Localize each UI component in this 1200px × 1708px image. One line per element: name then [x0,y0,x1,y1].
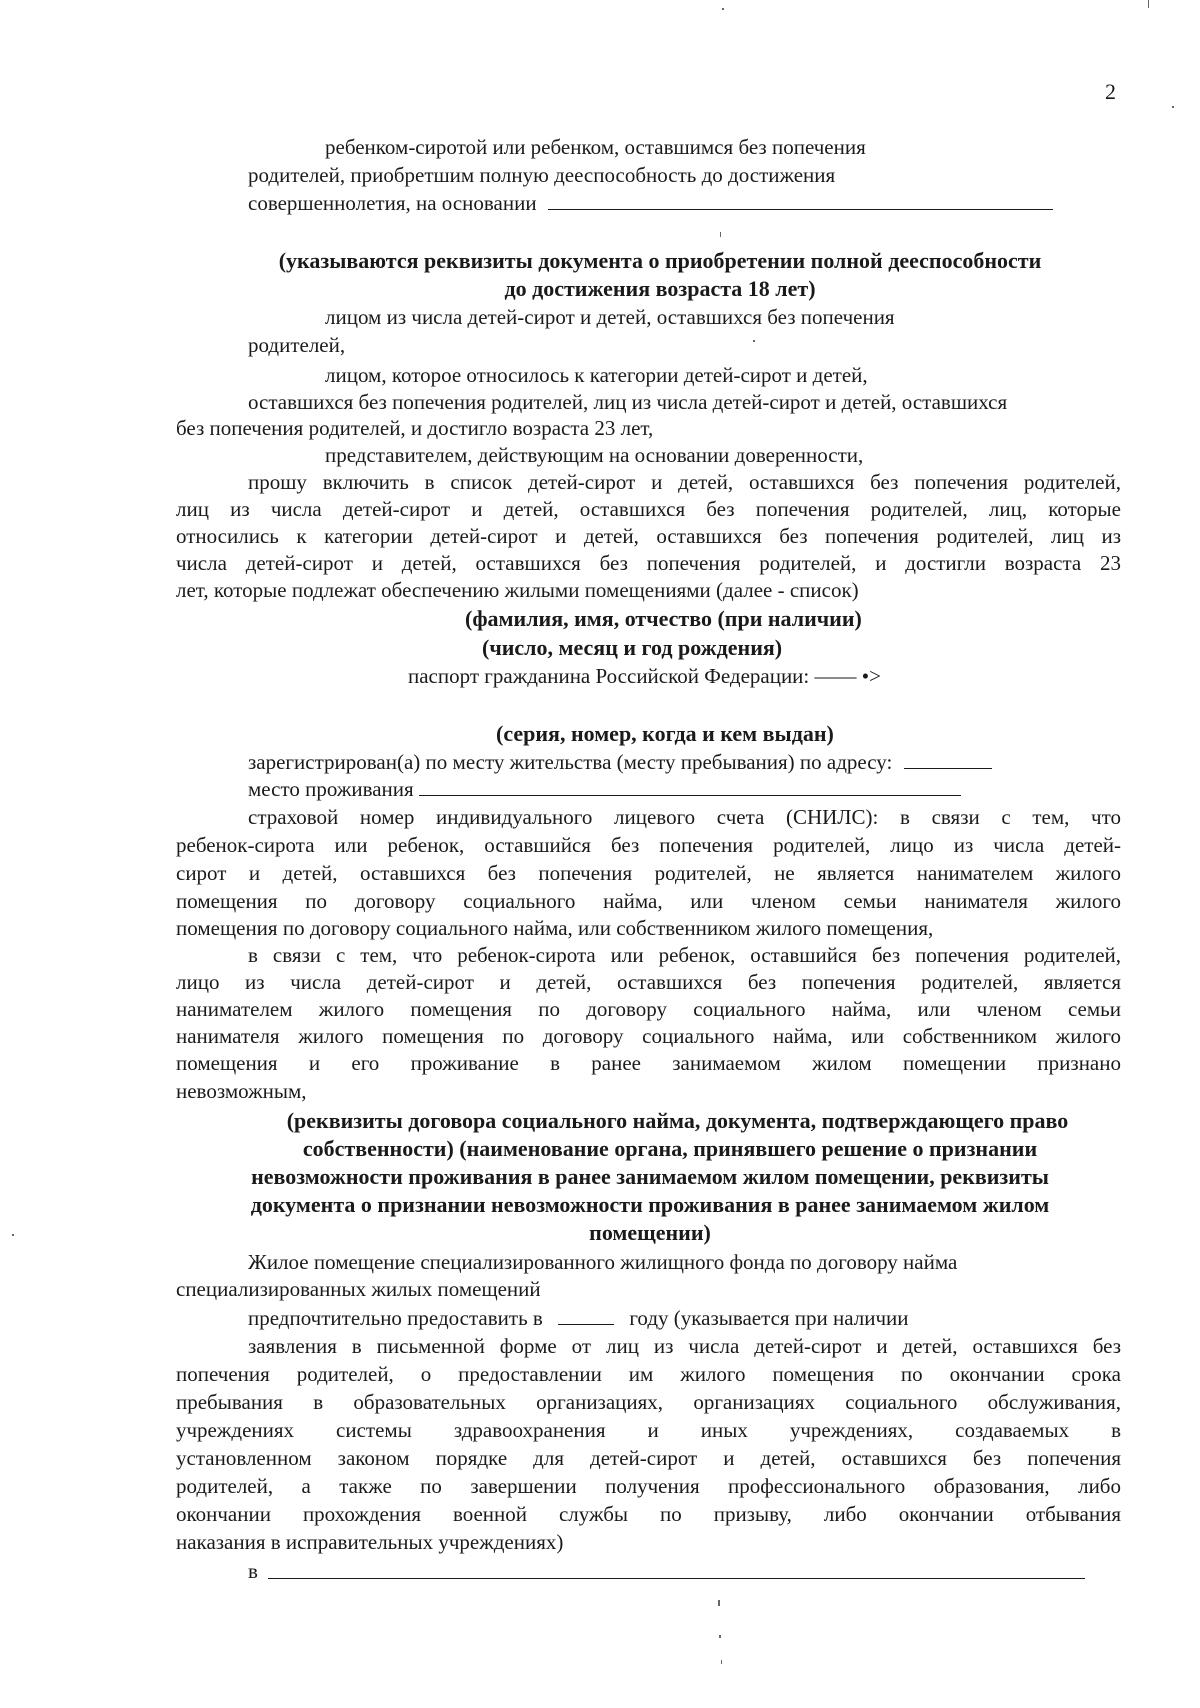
text-line: страховой номер индивидуального лицевого счета (СНИЛС): в связи с тем, что [248,805,1121,829]
field-caption: документа о признании невозможности проживания в ранее занимаемом жилом [250,1192,1050,1217]
field-caption: (серия, номер, когда и кем выдан) [496,721,834,746]
text-line: родителей, а также по завершении получения профессионального образования, либо [176,1474,1121,1498]
scan-mark [718,1600,720,1606]
blank-field [419,775,961,796]
text-line: числа детей-сирот и детей, оставшихся без попечения родителей, и достигли возраста 23 [176,551,1121,575]
blank-field [904,748,992,769]
text-line: установленном законом порядке для детей-сирот и детей, оставшихся без попечения [176,1446,1121,1470]
text-line: нанимателем жилого помещения по договору социального найма, или членом семьи [176,997,1121,1021]
section-heading: (указываются реквизиты документа о приобретении полной дееспособности [278,248,1042,273]
text-line [248,189,1053,217]
text-line: помещения по договору социального найма, или членом семьи нанимателя жилого [176,889,1121,913]
scan-mark [1172,106,1174,108]
text-line: лиц из числа детей-сирот и детей, оставшихся без попечения родителей, лиц, которые [176,497,1121,521]
text-line: окончании прохождения военной службы по призыву, либо окончании отбывания [176,1502,1121,1526]
text-line: лицом, которое относилось к категории детей-сирот и детей, [325,363,868,387]
text-line: ребенком-сиротой или ребенком, оставшимся без попечения [325,135,866,159]
text-line: в [248,1559,258,1583]
text-fragment: году (указывается при наличии [629,1306,909,1330]
field-caption: собственности) (наименование органа, принявшего решение о признании [302,1136,1038,1161]
text-line: родителей, приобретшим полную дееспособность до достижения [248,163,836,187]
text-line: пребывания в образовательных организациях, организациях социального обслуживания, [176,1390,1121,1414]
page-number: 2 [1105,79,1116,104]
text-fragment: предпочтительно предоставить в [248,1306,543,1330]
text-line: учреждениях системы здравоохранения и иных учреждениях, создаваемых в [176,1418,1121,1442]
text-line: невозможным, [176,1079,307,1103]
scan-mark [12,1234,14,1236]
text-line: представителем, действующим на основании доверенности, [325,443,864,467]
blank-field [558,1304,614,1325]
section-heading: до достижения возраста 18 лет) [504,276,816,301]
text-line [248,748,992,776]
text-line: заявления в письменной форме от лиц из числа детей-сирот и детей, оставшихся без [248,1334,1121,1358]
text-line: специализированных жилых помещений [176,1277,541,1301]
text-line: помещения по договору социального найма, или собственником жилого помещения, [176,916,934,940]
text-line: наказания в исправительных учреждениях) [176,1530,564,1554]
blank-field [548,189,1053,210]
text-line: в связи с тем, что ребенок-сирота или ребенок, оставшийся без попечения родителей, [248,943,1121,967]
text-line: сирот и детей, оставшихся без попечения родителей, не является нанимателем жилого [176,861,1121,885]
text-line: ребенок-сирота или ребенок, оставшийся без попечения родителей, лицо из числа детей- [176,833,1121,857]
text-line: относились к категории детей-сирот и детей, оставшихся без попечения родителей, лиц из [176,524,1121,548]
text-line: прошу включить в список детей-сирот и детей, оставшихся без попечения родителей, [248,470,1121,494]
field-caption: (число, месяц и год рождения) [482,635,783,660]
text-line: попечения родителей, о предоставлении им жилого помещения по окончании срока [176,1362,1121,1386]
field-caption: (реквизиты договора социального найма, документа, подтверждающего право [286,1108,1069,1133]
text-line: без попечения родителей, и достигло возраста 23 лет, [176,416,654,440]
text-line: помещения и его проживание в ранее занимаемом жилом помещении признано [176,1051,1121,1075]
scan-mark [1148,0,1149,8]
text-fragment: место проживания [248,777,414,801]
text-line: оставшихся без попечения родителей, лиц из числа детей-сирот и детей, оставшихся [248,390,1008,414]
text-line: родителей, [248,333,346,357]
text-fragment: совершеннолетия, на основании [248,191,537,215]
scan-mark [722,8,724,10]
scan-mark [753,340,755,342]
field-caption: помещении) [589,1220,711,1245]
scan-mark [719,1635,721,1638]
field-caption: (фамилия, имя, отчество (при наличии) [465,606,862,631]
text-line: лет, которые подлежат обеспечению жилыми помещениями (далее - список) [176,578,859,602]
text-line: Жилое помещение специализированного жилищного фонда по договору найма [248,1250,958,1274]
text-line: лицо из числа детей-сирот и детей, оставшихся без попечения родителей, является [176,970,1121,994]
text-line: паспорт гражданина Российской Федерации: —— •> [408,664,881,688]
text-line: нанимателя жилого помещения по договору социального найма, или собственником жилого [176,1024,1121,1048]
text-line: лицом из числа детей-сирот и детей, оставшихся без попечения [325,305,895,329]
scan-mark [720,232,721,237]
text-line [248,775,961,803]
field-caption: невозможности проживания в ранее занимаемом жилом помещении, реквизиты [251,1164,1049,1189]
text-line [248,1304,909,1332]
scan-mark [721,1660,722,1664]
text-fragment: зарегистрирован(а) по месту жительства (месту пребывания) по адресу: [248,750,893,774]
blank-field [268,1578,1085,1579]
